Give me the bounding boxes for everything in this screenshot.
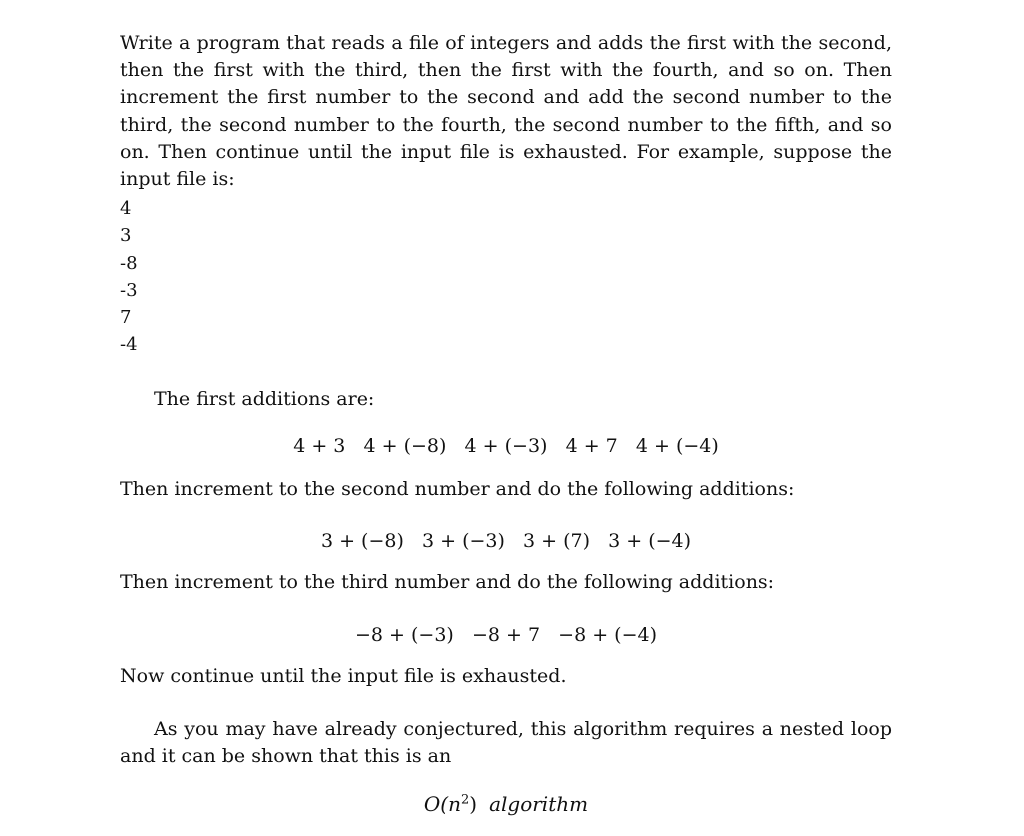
intro-paragraph: Write a program that reads a file of integers and adds the first with the second, then the first with the third, then the first with the fourth, and so on. Then increment the first number to the second and add the second number to the third, the second number to the fourth, the second number to the fifth, and so on. Then continue until the input file is exhausted. For example, suppose the input file is: xyxy=(120,32,892,191)
input-number: 7 xyxy=(120,307,132,329)
algorithm-word: algorithm xyxy=(489,792,589,816)
second-increment-label: Then increment to the second number and do the following additions: xyxy=(120,478,795,500)
complexity-formula xyxy=(120,791,892,818)
input-number-list xyxy=(120,195,892,358)
third-increment-label: Then increment to the third number and do the following additions: xyxy=(120,571,775,593)
first-additions-label: The first additions are: xyxy=(154,388,375,411)
conjecture-paragraph: As you may have already conjectured, this algorithm requires a nested loop and it can be shown that this is an xyxy=(120,718,892,767)
input-number: -3 xyxy=(120,279,138,301)
input-number: 3 xyxy=(120,225,132,247)
input-number: -8 xyxy=(120,252,138,274)
first-additions-equation: 4 + 3 4 + (−8) 4 + (−3) 4 + 7 4 + (−4) xyxy=(293,435,719,457)
input-number: -4 xyxy=(120,334,138,356)
closing-paren: ) xyxy=(469,792,478,816)
exponent: 2 xyxy=(460,792,470,808)
continue-statement: Now continue until the input file is exhausted. xyxy=(120,665,567,687)
second-additions-equation: 3 + (−8) 3 + (−3) 3 + (7) 3 + (−4) xyxy=(320,530,692,552)
big-o-notation: O(n xyxy=(423,792,461,816)
input-number: 4 xyxy=(120,198,132,220)
document-body xyxy=(120,30,892,816)
third-additions-equation: −8 + (−3) −8 + 7 −8 + (−4) xyxy=(354,624,657,646)
